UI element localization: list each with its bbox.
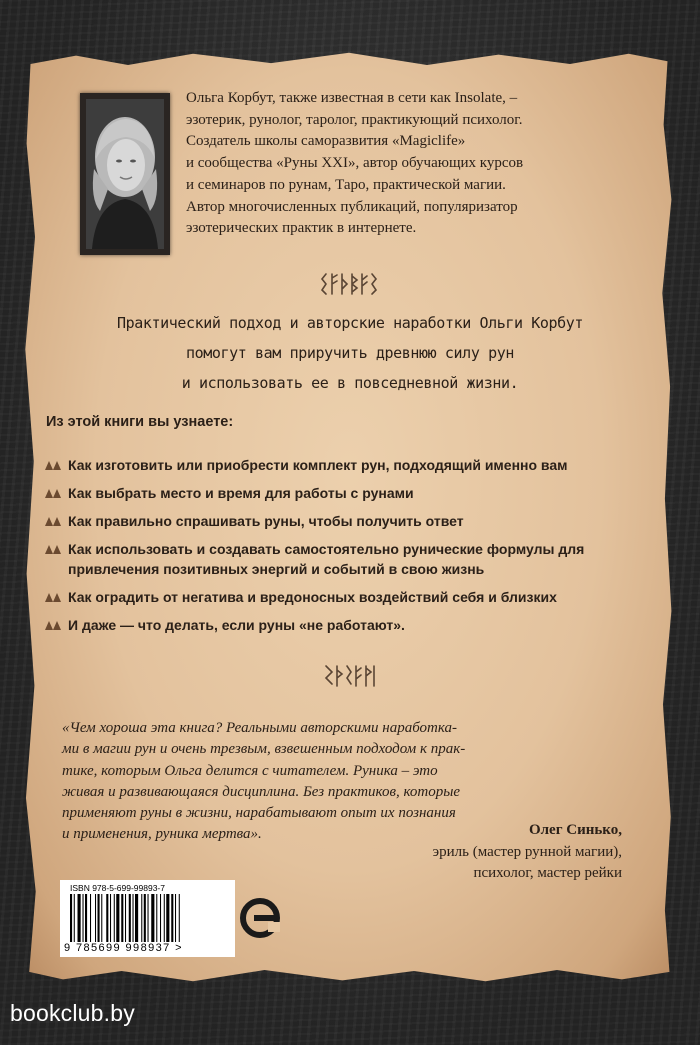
quote-line: и применения, руника мертва».	[62, 826, 262, 843]
barcode-bar	[125, 894, 126, 942]
quote-line: «Чем хороша эта книга? Реальными авторскими наработка-	[62, 720, 458, 736]
list-item-text: Как выбрать место и время для работы с рунами	[68, 485, 414, 501]
publisher-logo-icon	[240, 896, 280, 940]
quote-line: ми в магии рун и очень трезвым, взвешенным подходом к прак-	[62, 741, 466, 758]
rune-bullet-icon	[44, 515, 62, 527]
list-item	[44, 539, 664, 579]
barcode-bar	[129, 894, 131, 942]
bio-line: эзотерик, рунолог, таролог, практикующий психолог.	[186, 111, 523, 128]
list-item	[44, 587, 664, 607]
barcode-bar	[156, 894, 157, 942]
author-role: эриль (мастер рунной магии),	[432, 843, 622, 860]
bio-line: Ольга Корбут, также известная в сети как Insolate, –	[186, 90, 518, 106]
barcode-bar	[83, 894, 84, 942]
barcode-bar	[179, 894, 180, 942]
lead-line: помогут вам приручить древнюю силу рун	[186, 344, 514, 362]
barcode-bar	[135, 894, 138, 942]
lead-paragraph	[0, 308, 700, 398]
rune-ornament-icon	[322, 662, 378, 688]
barcode-bar	[110, 894, 111, 942]
barcode-bar	[114, 894, 115, 942]
bio-line: и семинаров по рунам, Таро, практической магии.	[186, 176, 506, 193]
barcode-bar	[85, 894, 87, 942]
list-item-text: Как использовать и создавать самостоятельно рунические формулы для	[68, 541, 585, 557]
quote-author	[433, 820, 622, 885]
barcode-bar	[101, 894, 102, 942]
bio-line: Создатель школы саморазвития «Magiclife»	[186, 133, 466, 150]
barcode-bar	[141, 894, 142, 942]
learn-list	[44, 455, 664, 635]
barcode-bars	[70, 894, 228, 942]
rune-bullet-icon	[44, 619, 62, 631]
rune-bullet-icon	[44, 459, 62, 471]
list-item-text: И даже — что делать, если руны «не работают».	[68, 617, 405, 633]
barcode-bar	[90, 894, 91, 942]
barcode-bar	[95, 894, 96, 942]
barcode-bar	[121, 894, 123, 942]
barcode-bar	[70, 894, 72, 942]
quote-line: тике, которым Ольга делится с читателем. Руника – это	[62, 762, 438, 779]
list-item	[44, 511, 664, 531]
author-role: психолог, мастер рейки	[473, 865, 622, 881]
rune-ornament-top	[0, 270, 700, 296]
rune-ornament-bottom	[0, 662, 700, 688]
bio-line: Автор многочисленных публикаций, популяризатор	[186, 198, 518, 215]
barcode-bar	[116, 894, 119, 942]
list-item	[44, 483, 664, 503]
list-item-text: Как изготовить или приобрести комплект рун, подходящий именно вам	[68, 457, 568, 473]
barcode-bar	[164, 894, 165, 942]
list-item-text: Как правильно спрашивать руны, чтобы получить ответ	[68, 513, 464, 529]
author-bio	[186, 88, 666, 240]
barcode-bar	[166, 894, 169, 942]
list-item	[44, 455, 664, 475]
barcode-bar	[171, 894, 173, 942]
barcode-bar	[144, 894, 146, 942]
lead-line: и использовать ее в повседневной жизни.	[181, 374, 519, 392]
barcode-bar	[78, 894, 81, 942]
rune-ornament-icon	[320, 270, 380, 296]
list-item-text: Как оградить от негатива и вредоносных воздействий себя и близких	[68, 589, 557, 605]
site-watermark: bookclub.by	[10, 1000, 135, 1026]
quote-line: применяют руны в жизни, нарабатывают опыт их познания	[62, 805, 456, 822]
author-name: Олег Синько,	[528, 822, 622, 838]
barcode-bar	[175, 894, 176, 942]
barcode-bar	[106, 894, 108, 942]
barcode-bar	[160, 894, 161, 942]
barcode-bar	[151, 894, 154, 942]
list-item	[44, 615, 664, 635]
rune-bullet-icon	[44, 591, 62, 603]
rune-bullet-icon	[44, 487, 62, 499]
barcode-bar	[148, 894, 149, 942]
learn-title: Из этой книги вы узнаете:	[46, 414, 234, 430]
author-photo	[80, 93, 170, 255]
rune-bullet-icon	[44, 543, 62, 555]
barcode-bar	[133, 894, 134, 942]
bio-line: и сообщества «Руны XXI», автор обучающих курсов	[186, 155, 524, 172]
barcode-bar	[98, 894, 100, 942]
lead-line: Практический подход и авторские наработки Ольги Корбут	[116, 314, 584, 332]
barcode-bar	[74, 894, 75, 942]
list-item-text: привлечения позитивных энергий и событий в свою жизнь	[68, 561, 485, 577]
quote-line: живая и развивающаяся дисциплина. Без практиков, которые	[62, 783, 461, 800]
barcode-digits: 9 785699 998937 >	[64, 942, 183, 954]
isbn-text: ISBN 978-5-699-99893-7	[70, 883, 165, 893]
bio-line: эзотерических практик в интернете.	[186, 220, 417, 237]
barcode	[60, 880, 235, 957]
